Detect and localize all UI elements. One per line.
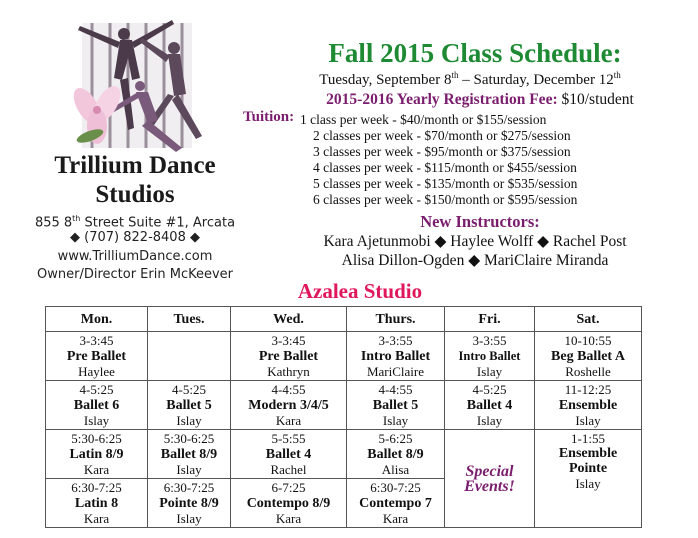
class-cell: 5-5:55 Ballet 4 Rachel <box>231 430 347 479</box>
tuition-label: Tuition: <box>243 109 295 125</box>
table-row <box>46 430 642 479</box>
studio-owner: Owner/Director Erin McKeever <box>37 267 233 282</box>
class-cell: 5:30-6:25 Ballet 8/9 Islay <box>148 430 231 479</box>
studio-name-line2: Studios <box>95 181 175 208</box>
tuition-line: 3 classes per week - $95/month or $375/session <box>313 144 571 159</box>
studio-address: 855 8th Street Suite #1, Arcata <box>34 214 236 231</box>
class-cell: 6:30-7:25 Contempo 7 Kara <box>347 479 445 528</box>
tuition-line: 6 classes per week - $150/month or $595/session <box>313 192 578 207</box>
tuition-line: 2 classes per week - $70/month or $275/session <box>313 128 571 143</box>
day-header: Fri. <box>445 307 535 332</box>
special-events-label: Special Events! <box>464 462 515 495</box>
table-row <box>46 332 642 381</box>
tuition-line: 4 classes per week - $115/month or $455/session <box>313 160 577 175</box>
schedule-title: Fall 2015 Class Schedule: <box>328 38 622 68</box>
studio-room-title: Azalea Studio <box>297 279 423 303</box>
table-header-row <box>46 307 642 332</box>
studio-name-line1: Trillium Dance <box>54 152 216 179</box>
class-cell: 3-3:45 Pre Ballet Haylee <box>46 332 148 381</box>
session-dates: Tuesday, September 8th – Saturday, December 12th <box>319 70 621 88</box>
day-header: Tues. <box>148 307 231 332</box>
studio-phone: ◆ (707) 822-8408 ◆ <box>70 230 200 245</box>
registration-fee: 2015-2016 Yearly Registration Fee: $10/student <box>326 91 634 108</box>
class-cell: 10-10:55 Beg Ballet A Roshelle <box>535 332 642 381</box>
tuition-line: 5 classes per week - $135/month or $535/session <box>313 176 578 191</box>
class-cell <box>148 332 231 381</box>
instructors-line: Alisa Dillon-Ogden ◆ MariClaire Miranda <box>341 252 609 269</box>
new-instructors-heading: New Instructors: <box>420 212 540 231</box>
day-header: Wed. <box>231 307 347 332</box>
day-header: Thurs. <box>347 307 445 332</box>
class-cell: 6:30-7:25 Pointe 8/9 Islay <box>148 479 231 528</box>
studio-website[interactable]: www.TrilliumDance.com <box>57 249 213 264</box>
class-cell: 3-3:55 Intro Ballet MariClaire <box>347 332 445 381</box>
class-cell: 5-6:25 Ballet 8/9 Alisa <box>347 430 445 479</box>
class-cell: 4-5:25 Ballet 5 Islay <box>148 381 231 430</box>
table-row <box>46 381 642 430</box>
class-cell: 4-4:55 Modern 3/4/5 Kara <box>231 381 347 430</box>
class-cell: 6:30-7:25 Latin 8 Kara <box>46 479 148 528</box>
class-cell: 1-1:55 Ensemble Pointe Islay <box>535 430 642 528</box>
class-cell: 4-5:25 Ballet 6 Islay <box>46 381 148 430</box>
day-header: Sat. <box>535 307 642 332</box>
tuition-line: 1 class per week - $40/month or $155/session <box>300 112 547 127</box>
class-cell: 4-5:25 Ballet 4 Islay <box>445 381 535 430</box>
class-cell: 5:30-6:25 Latin 8/9 Kara <box>46 430 148 479</box>
class-cell: 11-12:25 Ensemble Islay <box>535 381 642 430</box>
special-events-cell <box>445 430 535 528</box>
class-cell: 3-3:45 Pre Ballet Kathryn <box>231 332 347 381</box>
studio-logo <box>62 8 212 156</box>
class-cell: 4-4:55 Ballet 5 Islay <box>347 381 445 430</box>
class-cell: 6-7:25 Contempo 8/9 Kara <box>231 479 347 528</box>
instructors-line: Kara Ajetunmobi ◆ Haylee Wolff ◆ Rachel Post <box>323 233 627 250</box>
class-cell: 3-3:55 Intro Ballet Islay <box>445 332 535 381</box>
day-header: Mon. <box>46 307 148 332</box>
class-schedule-table <box>45 306 642 528</box>
